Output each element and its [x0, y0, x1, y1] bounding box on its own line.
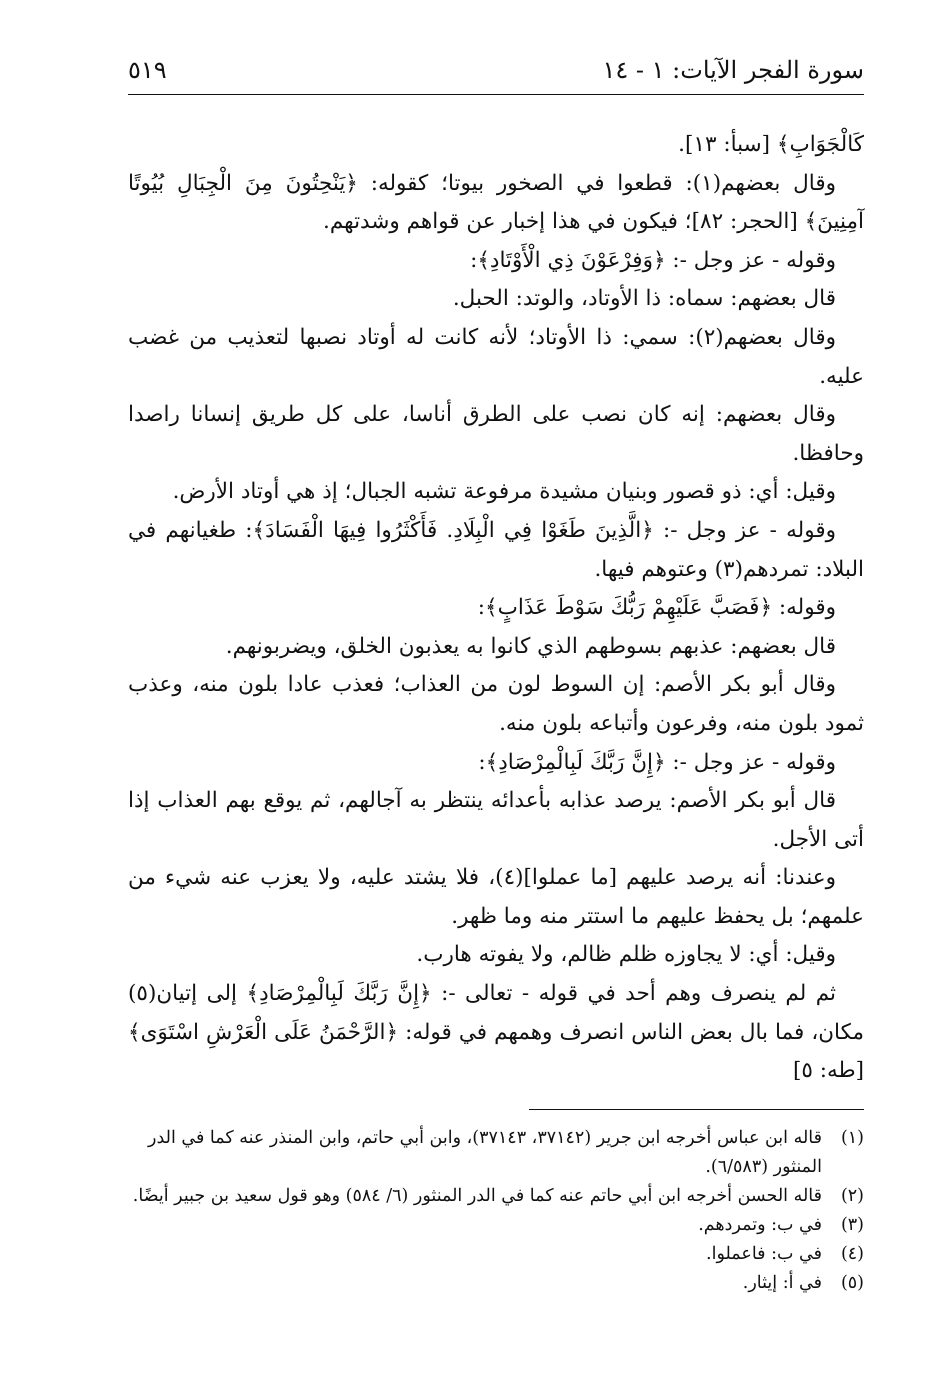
footnote [128, 1182, 864, 1211]
paragraph: وقال بعضهم: إنه كان نصب على الطرق أناسا، على كل طريق إنسانا راصدا وحافظا. [128, 402, 864, 466]
paragraph: وقوله - عز وجل -: ﴿وَفِرْعَوْنَ ذِي الْأَوْتَادِ﴾: [470, 247, 836, 273]
paragraph: قال بعضهم: سماه: ذا الأوتاد، والوتد: الحبل. [452, 286, 836, 312]
footnote [128, 1211, 864, 1240]
footnote [128, 1269, 864, 1298]
paragraph: وقوله - عز وجل -: ﴿الَّذِينَ طَغَوْا فِي الْبِلَادِ. فَأَكْثَرُوا فِيهَا الْفَسَادَ﴾: طغيانهم في البلاد: تمردهم(٣) وعتوهم فيها. [128, 517, 864, 582]
paragraph: قال أبو بكر الأصم: يرصد عذابه بأعدائه ينتظر به آجالهم، ثم يوقع بهم العذاب إذا أتى الأجل. [128, 788, 864, 852]
footnotes [128, 1124, 864, 1298]
footnote-number: (٤) [840, 1244, 864, 1264]
paragraph: وقوله: ﴿فَصَبَّ عَلَيْهِمْ رَبُّكَ سَوْطَ عَذَابٍ﴾: [477, 595, 836, 621]
footnote-number: (٢) [840, 1186, 864, 1206]
footnote [128, 1240, 864, 1269]
header-rule [128, 94, 864, 95]
footnote-number: (١) [840, 1128, 864, 1148]
footnote-text: قاله ابن عباس أخرجه ابن جرير (٣٧١٤٢، ٣٧١٤٣)، وابن أبي حاتم، وابن المنذر عنه كما في الدر المنثور (٦/٥٨٣). [148, 1128, 822, 1177]
paragraph: ثم لم ينصرف وهم أحد في قوله - تعالى -: ﴿إِنَّ رَبَّكَ لَبِالْمِرْصَادِ﴾ إلى إتيان(٥) مكان، فما بال بعض الناس انصرف وهمهم في قوله: ﴿الرَّحْمَنُ عَلَى الْعَرْشِ اسْتَوَى﴾ [طه: ٥] [128, 981, 864, 1084]
footnote [128, 1124, 864, 1182]
paragraph: كَالْجَوَابِ﴾ [سبأ: ١٣]. [678, 132, 864, 157]
footnote-text: في أ: إيثار. [742, 1273, 822, 1293]
main-text [128, 126, 864, 1091]
paragraph: وقال بعضهم(١): قطعوا في الصخور بيوتا؛ كقوله: ﴿يَنْحِتُونَ مِنَ الْجِبَالِ بُيُوتًا آمِنِينَ﴾ [الحجر: ٨٢]؛ فيكون في هذا إخبار عن قواهم وشدتهم. [128, 170, 864, 235]
paragraph: وعندنا: أنه يرصد عليهم [ما عملوا](٤)، فلا يشتد عليه، ولا يعزب عنه شيء من علمهم؛ بل يحفظ عليهم ما استتر منه وما ظهر. [128, 865, 864, 929]
paragraph: وقال أبو بكر الأصم: إن السوط لون من العذاب؛ فعذب عادا بلون منه، وعذب ثمود بلون منه، وفرعون وأتباعه بلون منه. [128, 672, 864, 736]
page-number: ٥١٩ [128, 56, 167, 84]
footnote-separator [529, 1109, 864, 1110]
book-page [128, 52, 864, 1352]
paragraph: وقال بعضهم(٢): سمي: ذا الأوتاد؛ لأنه كانت له أوتاد نصبها لتعذيب من غضب عليه. [128, 324, 864, 389]
footnote-text: قاله الحسن أخرجه ابن أبي حاتم عنه كما في الدر المنثور (٦/ ٥٨٤) وهو قول سعيد بن جبير أيضًا. [132, 1186, 822, 1206]
paragraph: وقيل: أي: ذو قصور وبنيان مشيدة مرفوعة تشبه الجبال؛ إذ هي أوتاد الأرض. [172, 479, 836, 505]
footnote-text: في ب: وتمردهم. [698, 1215, 822, 1235]
paragraph: وقيل: أي: لا يجاوزه ظلم ظالم، ولا يفوته هارب. [416, 942, 836, 968]
footnote-number: (٣) [840, 1215, 864, 1235]
running-title: سورة الفجر الآيات: ١ - ١٤ [602, 56, 864, 84]
footnote-text: في ب: فاعملوا. [706, 1244, 822, 1264]
paragraph: قال بعضهم: عذبهم بسوطهم الذي كانوا به يعذبون الخلق، ويضربونهم. [225, 633, 836, 659]
running-header [128, 52, 864, 92]
footnote-number: (٥) [840, 1273, 864, 1293]
paragraph: وقوله - عز وجل -: ﴿إِنَّ رَبَّكَ لَبِالْمِرْصَادِ﴾: [478, 749, 836, 775]
